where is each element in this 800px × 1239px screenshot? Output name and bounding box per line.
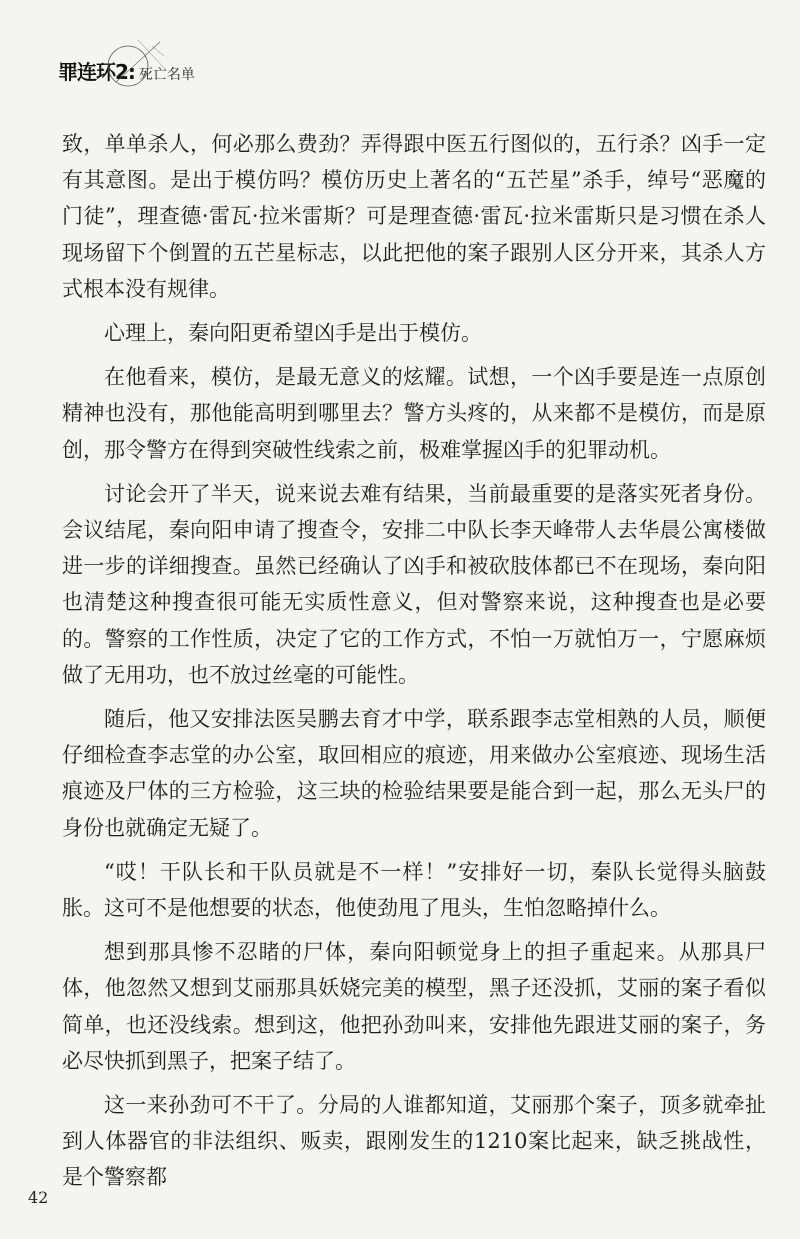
header-ornament-icon [108,36,168,92]
paragraph: “哎！干队长和干队员就是不一样！”安排好一切，秦队长觉得头脑鼓胀。这可不是他想要的状态，他使劲甩了甩头，生怕忽略掉什么。 [62,859,766,921]
body-text [62,126,766,1204]
paragraph: 随后，他又安排法医吴鹏去育才中学，联系跟李志堂相熟的人员，顺便仔细检查李志堂的办公室，取回相应的痕迹，用来做办公室痕迹、现场生活痕迹及尸体的三方检验，这三块的检验结果要是能合到一起，那么无头尸的身份也就确定无疑了。 [62,707,766,840]
paragraph: 讨论会开了半天，说来说去难有结果，当前最重要的是落实死者身份。会议结尾，秦向阳申请了搜查令，安排二中队长李天峰带人去华晨公寓楼做进一步的详细搜查。虽然已经确认了凶手和被砍肢体都已不在现场，秦向阳也清楚这种搜查很可能无实质性意义，但对警察来说，这种搜查也是必要的。警察的工作性质，决定了它的工作方式，不怕一万就怕万一，宁愿麻烦做了无用功，也不放过丝毫的可能性。 [62,481,766,687]
paragraph: 在他看来，模仿，是最无意义的炫耀。试想，一个凶手要是连一点原创精神也没有，那他能高明到哪里去？警方头疼的，从来都不是模仿，而是原创，那令警方在得到突破性线索之前，极难掌握凶手的犯罪动机。 [62,365,766,462]
series-title: 罪连环2: [58,60,135,84]
paragraph: 这一来孙劲可不干了。分局的人谁都知道，艾丽那个案子，顶多就牵扯到人体器官的非法组织、贩卖，跟刚发生的1210案比起来，缺乏挑战性，是个警察都 [62,1093,766,1190]
book-subtitle: 死亡名单 [138,67,195,83]
paragraph: 想到那具惨不忍睹的尸体，秦向阳顿觉身上的担子重起来。从那具尸体，他忽然又想到艾丽那具妖娆完美的模型，黑子还没抓，艾丽的案子看似简单，也还没线索。想到这，他把孙劲叫来，安排他先跟进艾丽的案子，务必尽快抓到黑子，把案子结了。 [62,940,766,1073]
paragraph: 心理上，秦向阳更希望凶手是出于模仿。 [104,321,482,346]
page-number: 42 [28,1188,49,1207]
paragraph: 致，单单杀人，何必那么费劲？弄得跟中医五行图似的，五行杀？凶手一定有其意图。是出于模仿吗？模仿历史上著名的“五芒星”杀手，绰号“恶魔的门徒”，理查德·雷瓦·拉米雷斯？可是理查德·雷瓦·拉米雷斯只是习惯在杀人现场留下个倒置的五芒星标志，以此把他的案子跟别人区分开来，其杀人方式根本没有规律。 [62,132,766,301]
